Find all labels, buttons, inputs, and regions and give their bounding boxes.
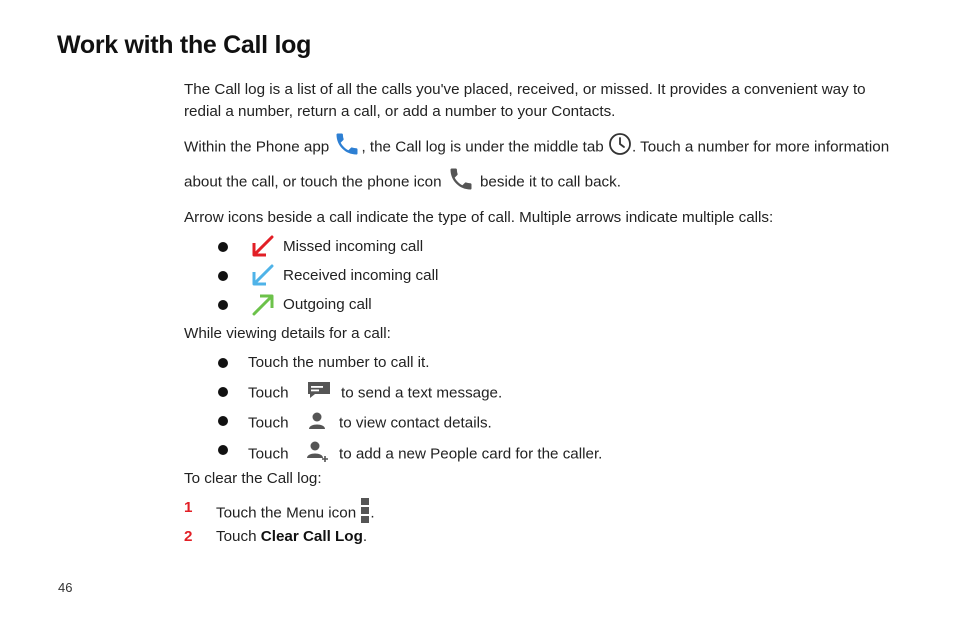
list-item — [184, 439, 894, 461]
step-item — [184, 497, 894, 522]
missed-arrow-icon — [250, 234, 276, 260]
contact-icon — [307, 410, 327, 437]
details-text: Touch — [248, 384, 293, 402]
list-item — [184, 294, 894, 316]
content-body — [184, 79, 894, 555]
outgoing-arrow-icon — [250, 292, 276, 318]
details-text: Touch — [248, 445, 293, 463]
steps-list — [184, 497, 894, 548]
call-type-label: Missed incoming call — [283, 238, 424, 255]
clear-call-log-label: Clear Call Log — [260, 528, 363, 545]
clear-log-paragraph: To clear the Call log: — [184, 470, 322, 487]
list-item — [184, 352, 894, 374]
intro-paragraph: The Call log is a list of all the calls you've placed, received, or missed. It provides a convenient way to redial a number, return a call, or add a number to your Contacts. — [184, 81, 866, 120]
details-list — [184, 352, 894, 461]
step-text: . — [370, 504, 375, 522]
text-segment: , the Call log is under the middle tab — [361, 138, 608, 156]
phone-icon — [446, 165, 476, 200]
call-type-list — [184, 236, 894, 316]
details-text: to add a new People card for the caller. — [334, 445, 603, 463]
details-text: Touch the number to call it. — [248, 354, 430, 371]
message-icon — [307, 381, 331, 406]
call-type-label: Received incoming call — [283, 267, 439, 284]
step-text: Touch — [216, 528, 261, 545]
step-text: . — [362, 528, 368, 545]
details-text: Touch — [248, 414, 293, 432]
list-item — [184, 236, 894, 258]
step-text: Touch the Menu icon — [216, 504, 361, 522]
details-text: to send a text message. — [336, 384, 503, 402]
list-item — [184, 265, 894, 287]
step-item — [184, 526, 894, 548]
phone-app-icon — [333, 130, 361, 165]
step-number: 1 — [184, 499, 193, 516]
details-paragraph: While viewing details for a call: — [184, 325, 391, 342]
text-segment: . Touch a number for more information about the call, or touch the phone icon — [184, 138, 890, 191]
page-number: 46 — [58, 580, 73, 595]
clock-icon — [608, 132, 632, 163]
call-type-label: Outgoing call — [283, 296, 372, 313]
text-segment: beside it to call back. — [475, 173, 621, 191]
details-text: to view contact details. — [334, 414, 492, 432]
phone-app-paragraph — [184, 130, 894, 200]
add-contact-icon — [305, 439, 329, 470]
received-arrow-icon — [250, 263, 276, 289]
step-number: 2 — [184, 528, 193, 545]
page-title: Work with the Call log — [57, 31, 312, 59]
text-segment: Within the Phone app — [184, 138, 334, 156]
arrow-paragraph: Arrow icons beside a call indicate the type of call. Multiple arrows indicate multiple calls: — [184, 209, 774, 226]
list-item — [184, 410, 894, 432]
list-item — [184, 381, 894, 403]
